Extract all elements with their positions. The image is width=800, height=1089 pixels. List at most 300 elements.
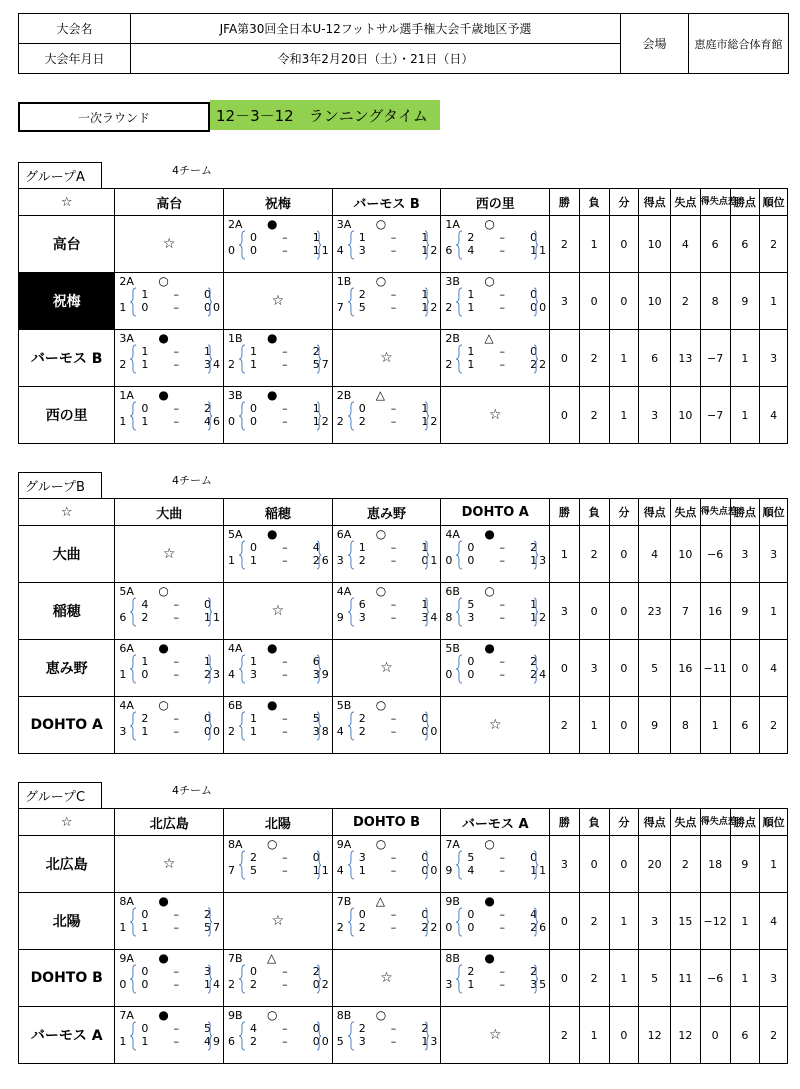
table-row — [19, 330, 788, 387]
second-half-goals-for: 1 — [141, 1035, 149, 1048]
second-half-goals-against: 1 — [421, 244, 429, 257]
group-team-count: 4チーム — [172, 164, 212, 177]
column-team-header: DOHTO B — [332, 809, 441, 836]
stat-gd: 1 — [700, 697, 730, 754]
column-win-header: 勝 — [550, 809, 580, 836]
score-dash: – — [282, 655, 288, 668]
column-pts-header: 勝点 — [730, 809, 760, 836]
left-brace-icon — [455, 597, 463, 627]
left-brace-icon — [347, 287, 355, 317]
column-gf-header: 得点 — [639, 189, 671, 216]
match-result-cell — [332, 216, 441, 273]
score-dash: – — [390, 244, 397, 257]
match-code: 2B — [336, 389, 352, 402]
second-half-goals-for: 1 — [141, 415, 149, 428]
second-half-goals-against: 3 — [530, 978, 538, 991]
match-code: 3B — [445, 275, 460, 288]
result-mark-icon: △ — [375, 894, 385, 908]
group-standings-table — [18, 188, 788, 444]
first-half-goals-for: 1 — [141, 345, 149, 358]
total-goals-for: 4 — [336, 725, 344, 738]
match-code: 2A — [119, 275, 134, 288]
first-half-goals-for: 0 — [141, 1022, 149, 1035]
column-pts-header: 勝点 — [730, 499, 760, 526]
column-rank-header: 順位 — [760, 499, 788, 526]
total-goals-for: 2 — [228, 978, 236, 991]
total-goals-for: 2 — [445, 301, 453, 314]
match-code: 2A — [228, 218, 243, 231]
stat-rank: 3 — [760, 950, 788, 1007]
result-mark-icon: △ — [375, 388, 385, 402]
total-goals-for: 3 — [119, 725, 127, 738]
second-half-goals-for: 0 — [250, 415, 258, 428]
table-row — [19, 640, 788, 697]
match-code: 1B — [336, 275, 352, 288]
stat-pts: 1 — [730, 387, 760, 444]
result-mark-icon: ○ — [375, 584, 387, 598]
tournament-name-label: 大会名 — [19, 14, 131, 44]
stat-rank: 4 — [760, 387, 788, 444]
total-goals-against: 2 — [430, 244, 438, 257]
result-mark-icon: ● — [158, 641, 169, 655]
second-half-goals-for: 3 — [358, 1035, 366, 1048]
first-half-goals-for: 0 — [467, 908, 475, 921]
first-half-goals-against: 5 — [204, 1022, 212, 1035]
first-half-goals-against: 1 — [312, 231, 320, 244]
row-team-name: DOHTO A — [19, 697, 115, 754]
stat-pts: 0 — [730, 640, 760, 697]
total-goals-against: 0 — [430, 725, 438, 738]
first-half-goals-against: 0 — [312, 851, 320, 864]
first-half-goals-for: 0 — [250, 402, 258, 415]
second-half-goals-against: 0 — [312, 1035, 320, 1048]
column-win-header: 勝 — [550, 499, 580, 526]
group-standings-table — [18, 498, 788, 754]
stat-gf: 10 — [639, 273, 671, 330]
second-half-goals-against: 3 — [312, 725, 320, 738]
match-result-cell — [441, 216, 550, 273]
first-half-goals-against: 1 — [204, 655, 212, 668]
first-half-goals-against: 1 — [204, 345, 212, 358]
self-match-star: ☆ — [332, 950, 441, 1007]
total-goals-for: 0 — [445, 554, 453, 567]
second-half-goals-against: 2 — [312, 554, 320, 567]
row-team-name: 恵み野 — [19, 640, 115, 697]
score-dash: – — [390, 231, 397, 244]
match-result-cell — [224, 640, 333, 697]
table-row — [19, 216, 788, 273]
left-brace-icon — [238, 654, 246, 684]
score-dash: – — [390, 864, 397, 877]
left-brace-icon — [129, 287, 137, 317]
match-code: 7B — [336, 895, 352, 908]
match-result-cell — [115, 950, 224, 1007]
second-half-goals-against: 0 — [204, 725, 212, 738]
stat-gd: −6 — [700, 526, 730, 583]
score-dash: – — [173, 301, 179, 314]
total-goals-for: 9 — [336, 611, 344, 624]
stat-win: 2 — [550, 216, 580, 273]
stat-loss: 2 — [579, 387, 609, 444]
round-label: 一次ラウンド — [18, 102, 210, 132]
second-half-goals-for: 1 — [250, 358, 258, 371]
row-team-name: バーモス B — [19, 330, 115, 387]
result-mark-icon: ○ — [375, 837, 387, 851]
score-dash: – — [390, 288, 397, 301]
first-half-goals-for: 0 — [467, 541, 475, 554]
score-dash: – — [499, 345, 505, 358]
score-dash: – — [499, 611, 505, 624]
stat-gd: −7 — [700, 330, 730, 387]
first-half-goals-for: 1 — [141, 655, 149, 668]
score-dash: – — [282, 864, 288, 877]
first-half-goals-for: 0 — [141, 908, 149, 921]
second-half-goals-against: 2 — [204, 668, 212, 681]
stat-ga: 10 — [671, 387, 701, 444]
match-result-cell — [441, 950, 550, 1007]
stat-rank: 4 — [760, 640, 788, 697]
stat-gf: 9 — [639, 697, 671, 754]
second-half-goals-against: 1 — [421, 301, 429, 314]
left-brace-icon — [455, 907, 463, 937]
total-goals-against: 6 — [213, 415, 221, 428]
self-match-star: ☆ — [224, 273, 333, 330]
total-goals-against: 3 — [213, 668, 221, 681]
match-result-cell — [332, 273, 441, 330]
match-result-cell — [441, 526, 550, 583]
column-win-header: 勝 — [550, 189, 580, 216]
second-half-goals-against: 1 — [530, 554, 538, 567]
column-pts-header: 勝点 — [730, 189, 760, 216]
first-half-goals-against: 2 — [312, 345, 320, 358]
score-dash: – — [499, 598, 505, 611]
match-code: 4A — [228, 642, 243, 655]
self-match-star: ☆ — [441, 387, 550, 444]
first-half-goals-for: 1 — [358, 541, 366, 554]
stat-ga: 11 — [671, 950, 701, 1007]
total-goals-for: 4 — [336, 244, 344, 257]
stat-gd: 18 — [700, 836, 730, 893]
stat-gf: 4 — [639, 526, 671, 583]
row-team-name: DOHTO B — [19, 950, 115, 1007]
column-loss-header: 負 — [579, 189, 609, 216]
match-result-cell — [115, 273, 224, 330]
first-half-goals-for: 5 — [467, 598, 475, 611]
stat-loss: 0 — [579, 583, 609, 640]
total-goals-for: 0 — [445, 921, 453, 934]
self-match-star: ☆ — [115, 836, 224, 893]
first-half-goals-against: 0 — [312, 1022, 320, 1035]
total-goals-for: 1 — [119, 1035, 127, 1048]
total-goals-for: 2 — [336, 415, 344, 428]
total-goals-against: 3 — [430, 1035, 438, 1048]
score-dash: – — [282, 712, 288, 725]
match-result-cell — [332, 893, 441, 950]
left-brace-icon — [347, 230, 355, 260]
total-goals-against: 4 — [430, 611, 438, 624]
first-half-goals-against: 4 — [530, 908, 538, 921]
score-dash: – — [390, 415, 397, 428]
corner-star: ☆ — [19, 189, 115, 216]
total-goals-for: 0 — [119, 978, 127, 991]
total-goals-for: 2 — [228, 725, 236, 738]
score-dash: – — [173, 655, 179, 668]
result-mark-icon: ○ — [375, 217, 387, 231]
match-result-cell — [224, 950, 333, 1007]
match-result-cell — [224, 330, 333, 387]
stat-ga: 10 — [671, 526, 701, 583]
score-dash: – — [390, 1035, 397, 1048]
total-goals-against: 2 — [539, 358, 547, 371]
first-half-goals-for: 2 — [358, 1022, 366, 1035]
second-half-goals-for: 2 — [250, 978, 258, 991]
score-dash: – — [173, 725, 179, 738]
second-half-goals-for: 0 — [141, 978, 149, 991]
total-goals-against: 0 — [430, 864, 438, 877]
first-half-goals-for: 0 — [358, 402, 366, 415]
total-goals-for: 6 — [228, 1035, 236, 1048]
match-code: 6B — [445, 585, 460, 598]
stat-gf: 3 — [639, 893, 671, 950]
result-mark-icon: ○ — [484, 274, 495, 288]
group-label: グループB — [18, 472, 102, 498]
first-half-goals-against: 0 — [204, 598, 212, 611]
second-half-goals-for: 5 — [250, 864, 258, 877]
stat-gf: 20 — [639, 836, 671, 893]
stat-pts: 9 — [730, 583, 760, 640]
match-code: 4A — [336, 585, 352, 598]
stat-gd: 0 — [700, 1007, 730, 1064]
column-gd-header: 得失点差 — [700, 809, 730, 836]
second-half-goals-against: 3 — [421, 611, 429, 624]
score-dash: – — [390, 541, 397, 554]
match-code: 9A — [119, 952, 134, 965]
first-half-goals-against: 1 — [421, 231, 429, 244]
total-goals-for: 1 — [119, 921, 127, 934]
total-goals-for: 3 — [445, 978, 453, 991]
table-row — [19, 836, 788, 893]
group-standings-table — [18, 808, 788, 1064]
column-ga-header: 失点 — [671, 809, 701, 836]
match-code: 3A — [336, 218, 352, 231]
score-dash: – — [499, 921, 505, 934]
score-dash: – — [173, 1035, 179, 1048]
first-half-goals-for: 2 — [141, 712, 149, 725]
first-half-goals-against: 0 — [204, 288, 212, 301]
total-goals-for: 0 — [228, 244, 236, 257]
stat-ga: 2 — [671, 836, 701, 893]
score-dash: – — [282, 1022, 288, 1035]
first-half-goals-for: 1 — [467, 345, 475, 358]
stat-win: 0 — [550, 330, 580, 387]
stat-rank: 2 — [760, 216, 788, 273]
first-half-goals-for: 2 — [358, 712, 366, 725]
column-draw-header: 分 — [609, 189, 639, 216]
match-result-cell — [332, 526, 441, 583]
score-dash: – — [499, 244, 505, 257]
first-half-goals-against: 2 — [421, 1022, 429, 1035]
column-team-header: 稲穂 — [224, 499, 333, 526]
stat-draw: 0 — [609, 526, 639, 583]
stat-win: 1 — [550, 526, 580, 583]
stat-loss: 0 — [579, 273, 609, 330]
left-brace-icon — [129, 401, 137, 431]
second-half-goals-for: 1 — [467, 358, 475, 371]
left-brace-icon — [238, 230, 246, 260]
result-mark-icon: ● — [484, 894, 495, 908]
table-row — [19, 950, 788, 1007]
match-result-cell — [224, 387, 333, 444]
result-mark-icon: ○ — [375, 527, 387, 541]
column-team-header: 祝梅 — [224, 189, 333, 216]
score-dash: – — [499, 908, 505, 921]
match-result-cell — [441, 836, 550, 893]
match-result-cell — [441, 273, 550, 330]
total-goals-against: 1 — [321, 244, 329, 257]
score-dash: – — [499, 655, 505, 668]
first-half-goals-against: 1 — [421, 402, 429, 415]
total-goals-for: 3 — [336, 554, 344, 567]
first-half-goals-for: 0 — [141, 402, 149, 415]
score-dash: – — [282, 345, 288, 358]
left-brace-icon — [455, 230, 463, 260]
second-half-goals-for: 0 — [467, 921, 475, 934]
score-dash: – — [499, 851, 505, 864]
result-mark-icon: ○ — [158, 698, 169, 712]
first-half-goals-for: 1 — [141, 288, 149, 301]
column-team-header: バーモス A — [441, 809, 550, 836]
row-team-name: 高台 — [19, 216, 115, 273]
first-half-goals-for: 1 — [250, 655, 258, 668]
second-half-goals-against: 0 — [530, 301, 538, 314]
result-mark-icon: ● — [158, 388, 169, 402]
match-result-cell — [115, 330, 224, 387]
stat-gd: −6 — [700, 950, 730, 1007]
first-half-goals-for: 4 — [141, 598, 149, 611]
first-half-goals-for: 1 — [250, 345, 258, 358]
score-dash: – — [390, 908, 397, 921]
score-dash: – — [173, 288, 179, 301]
stat-gf: 5 — [639, 640, 671, 697]
result-mark-icon: ○ — [158, 274, 169, 288]
stat-gf: 3 — [639, 387, 671, 444]
result-mark-icon: ○ — [267, 837, 278, 851]
second-half-goals-for: 3 — [358, 244, 366, 257]
result-mark-icon: ● — [267, 698, 278, 712]
total-goals-against: 0 — [321, 1035, 329, 1048]
group-label: グループC — [18, 782, 102, 808]
total-goals-for: 1 — [119, 668, 127, 681]
left-brace-icon — [238, 711, 246, 741]
left-brace-icon — [238, 850, 246, 880]
column-team-header: 北広島 — [115, 809, 224, 836]
result-mark-icon: ○ — [484, 217, 495, 231]
stat-gd: 16 — [700, 583, 730, 640]
first-half-goals-for: 1 — [467, 288, 475, 301]
second-half-goals-for: 1 — [250, 554, 258, 567]
stat-rank: 4 — [760, 893, 788, 950]
stat-draw: 1 — [609, 950, 639, 1007]
score-dash: – — [282, 541, 288, 554]
stat-draw: 0 — [609, 836, 639, 893]
stat-ga: 2 — [671, 273, 701, 330]
stat-pts: 3 — [730, 526, 760, 583]
stat-ga: 12 — [671, 1007, 701, 1064]
first-half-goals-against: 0 — [204, 712, 212, 725]
total-goals-for: 9 — [445, 864, 453, 877]
second-half-goals-against: 2 — [530, 921, 538, 934]
score-dash: – — [282, 725, 288, 738]
score-dash: – — [390, 725, 397, 738]
second-half-goals-against: 2 — [421, 921, 429, 934]
stat-gd: −7 — [700, 387, 730, 444]
stat-gd: −11 — [700, 640, 730, 697]
score-dash: – — [173, 402, 179, 415]
total-goals-for: 1 — [119, 301, 127, 314]
table-row — [19, 273, 788, 330]
score-dash: – — [499, 288, 505, 301]
score-dash: – — [173, 965, 179, 978]
stat-win: 3 — [550, 273, 580, 330]
total-goals-against: 2 — [430, 921, 438, 934]
column-loss-header: 負 — [579, 809, 609, 836]
result-mark-icon: ● — [484, 951, 495, 965]
second-half-goals-against: 1 — [312, 864, 320, 877]
second-half-goals-for: 4 — [467, 244, 475, 257]
corner-star: ☆ — [19, 499, 115, 526]
left-brace-icon — [347, 711, 355, 741]
result-mark-icon: ● — [158, 951, 169, 965]
first-half-goals-against: 1 — [530, 598, 538, 611]
left-brace-icon — [129, 1021, 137, 1051]
stat-ga: 16 — [671, 640, 701, 697]
match-code: 1B — [228, 332, 243, 345]
first-half-goals-against: 4 — [312, 541, 320, 554]
self-match-star: ☆ — [441, 697, 550, 754]
column-rank-header: 順位 — [760, 809, 788, 836]
left-brace-icon — [455, 287, 463, 317]
second-half-goals-against: 5 — [312, 358, 320, 371]
second-half-goals-for: 1 — [141, 921, 149, 934]
second-half-goals-against: 1 — [530, 611, 538, 624]
first-half-goals-against: 5 — [312, 712, 320, 725]
stat-win: 2 — [550, 1007, 580, 1064]
match-code: 9A — [336, 838, 352, 851]
match-result-cell — [224, 697, 333, 754]
first-half-goals-against: 2 — [204, 402, 212, 415]
stat-rank: 3 — [760, 526, 788, 583]
total-goals-for: 5 — [336, 1035, 344, 1048]
score-dash: – — [499, 978, 505, 991]
total-goals-for: 2 — [445, 358, 453, 371]
result-mark-icon: ○ — [267, 1008, 278, 1022]
score-dash: – — [173, 1022, 179, 1035]
total-goals-against: 0 — [213, 301, 221, 314]
stat-gf: 12 — [639, 1007, 671, 1064]
table-row — [19, 526, 788, 583]
row-team-name: 西の里 — [19, 387, 115, 444]
self-match-star: ☆ — [115, 216, 224, 273]
result-mark-icon: ○ — [375, 274, 387, 288]
column-gd-header: 得失点差 — [700, 189, 730, 216]
match-result-cell — [115, 640, 224, 697]
result-mark-icon: ● — [158, 894, 169, 908]
match-result-cell — [115, 1007, 224, 1064]
first-half-goals-for: 2 — [250, 851, 258, 864]
stat-draw: 1 — [609, 893, 639, 950]
score-dash: – — [499, 668, 505, 681]
stat-pts: 1 — [730, 330, 760, 387]
